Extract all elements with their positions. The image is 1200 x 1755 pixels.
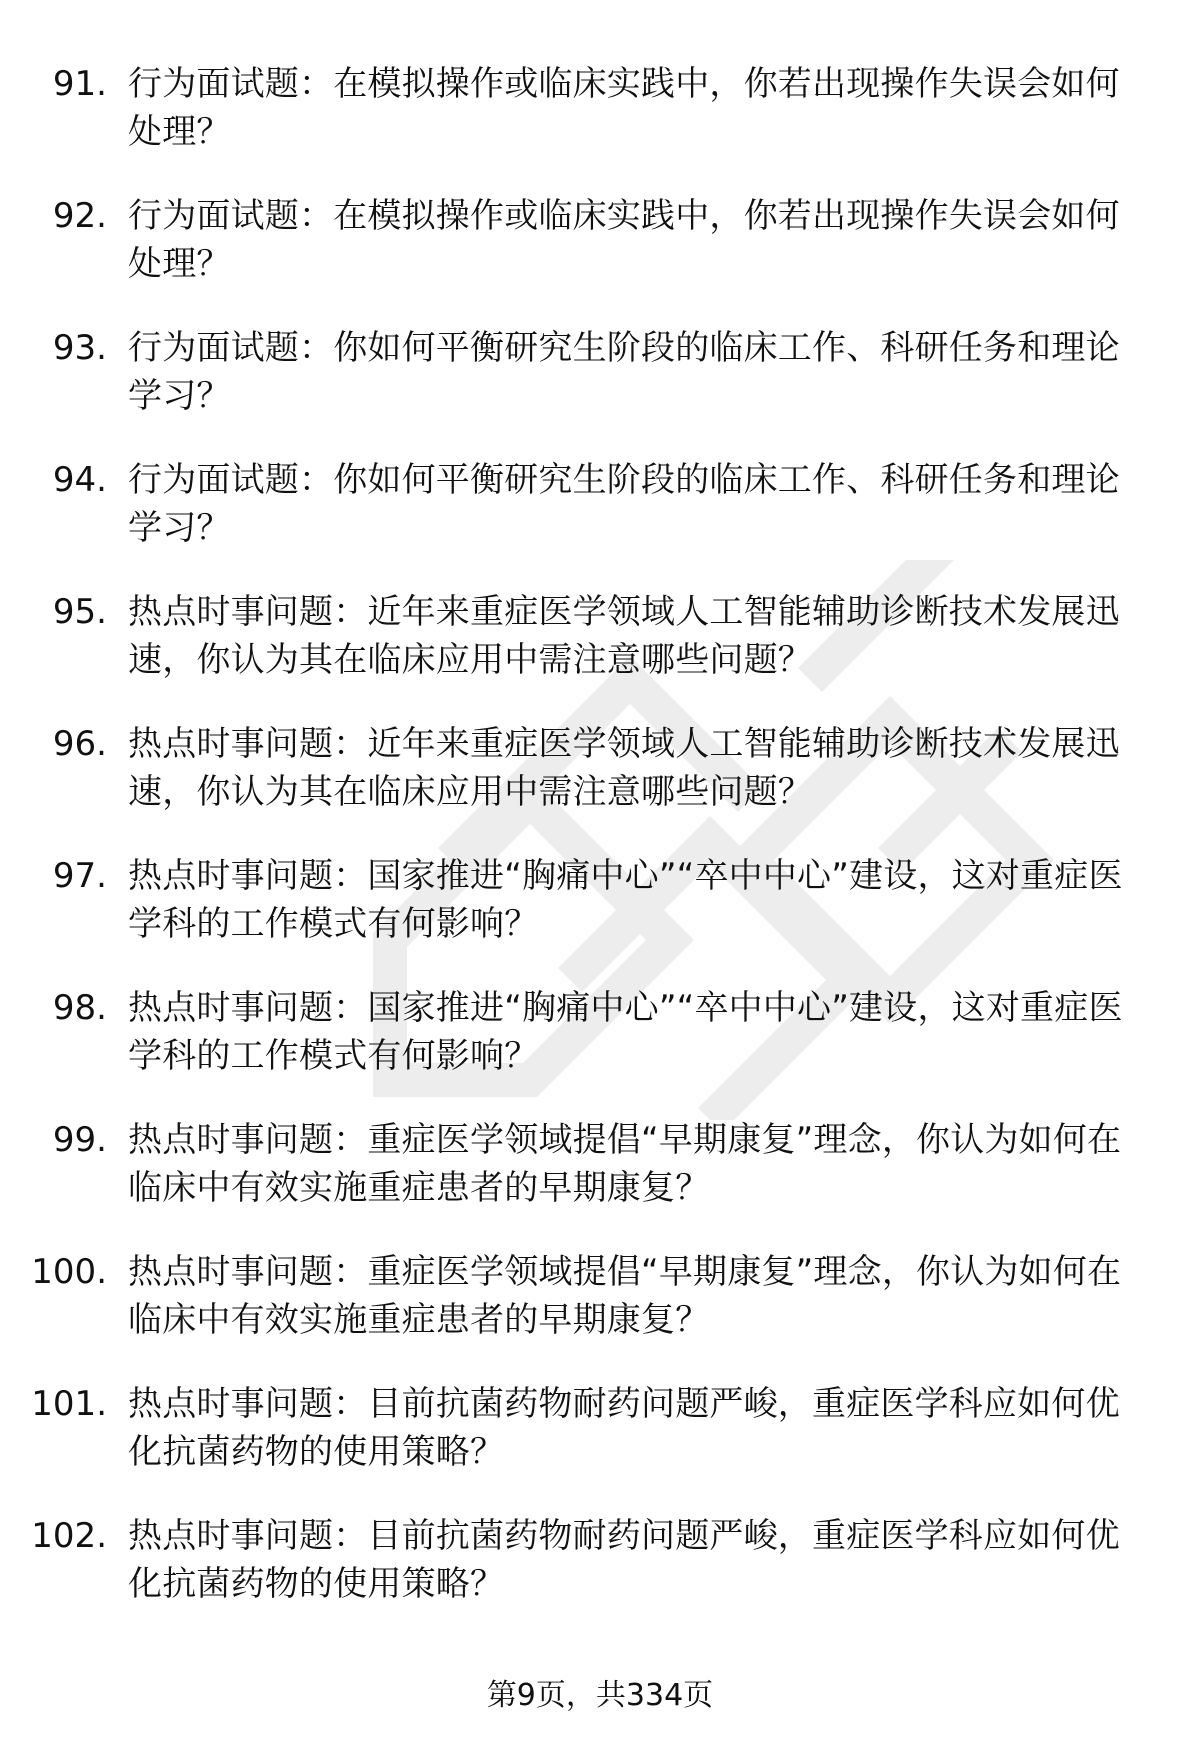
list-item <box>0 1248 1200 1380</box>
question-text: 热点时事问题：近年来重症医学领域人工智能辅助诊断技术发展迅速，你认为其在临床应用中需注意哪些问题？ <box>128 724 1120 812</box>
list-item <box>0 588 1200 720</box>
list-item <box>0 852 1200 984</box>
question-text: 热点时事问题：目前抗菌药物耐药问题严峻，重症医学科应如何优化抗菌药物的使用策略？ <box>128 1384 1120 1472</box>
question-text: 行为面试题：在模拟操作或临床实践中，你若出现操作失误会如何处理？ <box>128 196 1120 284</box>
list-item <box>0 1380 1200 1512</box>
question-text: 热点时事问题：国家推进“胸痛中心”“卒中中心”建设，这对重症医学科的工作模式有何影响？ <box>128 988 1123 1076</box>
question-text: 热点时事问题：国家推进“胸痛中心”“卒中中心”建设，这对重症医学科的工作模式有何影响？ <box>128 856 1123 944</box>
question-number: 102. <box>31 1516 107 1556</box>
list-item <box>0 324 1200 456</box>
question-text: 热点时事问题：目前抗菌药物耐药问题严峻，重症医学科应如何优化抗菌药物的使用策略？ <box>128 1516 1120 1604</box>
question-text: 热点时事问题：重症医学领域提倡“早期康复”理念，你认为如何在临床中有效实施重症患者的早期康复？ <box>128 1252 1122 1340</box>
question-text: 行为面试题：在模拟操作或临床实践中，你若出现操作失误会如何处理？ <box>128 64 1120 152</box>
question-number: 93. <box>52 328 107 368</box>
list-item <box>0 60 1200 192</box>
list-item <box>0 720 1200 852</box>
list-item <box>0 1116 1200 1248</box>
question-text: 热点时事问题：近年来重症医学领域人工智能辅助诊断技术发展迅速，你认为其在临床应用中需注意哪些问题？ <box>128 592 1120 680</box>
question-number: 101. <box>31 1384 107 1424</box>
question-text: 行为面试题：你如何平衡研究生阶段的临床工作、科研任务和理论学习？ <box>128 328 1120 416</box>
question-number: 92. <box>52 196 107 236</box>
list-item <box>0 456 1200 588</box>
question-number: 94. <box>52 460 107 500</box>
question-text: 热点时事问题：重症医学领域提倡“早期康复”理念，你认为如何在临床中有效实施重症患者的早期康复？ <box>128 1120 1122 1208</box>
question-number: 99. <box>52 1120 107 1160</box>
question-number: 97. <box>52 856 107 896</box>
question-number: 91. <box>52 64 107 104</box>
question-list <box>0 60 1200 1644</box>
list-item <box>0 192 1200 324</box>
page-footer: 第9页，共334页 <box>486 1678 714 1713</box>
list-item <box>0 1512 1200 1644</box>
list-item <box>0 984 1200 1116</box>
question-number: 96. <box>52 724 107 764</box>
question-number: 95. <box>52 592 107 632</box>
question-number: 98. <box>52 988 107 1028</box>
question-text: 行为面试题：你如何平衡研究生阶段的临床工作、科研任务和理论学习？ <box>128 460 1120 548</box>
question-number: 100. <box>31 1252 107 1292</box>
